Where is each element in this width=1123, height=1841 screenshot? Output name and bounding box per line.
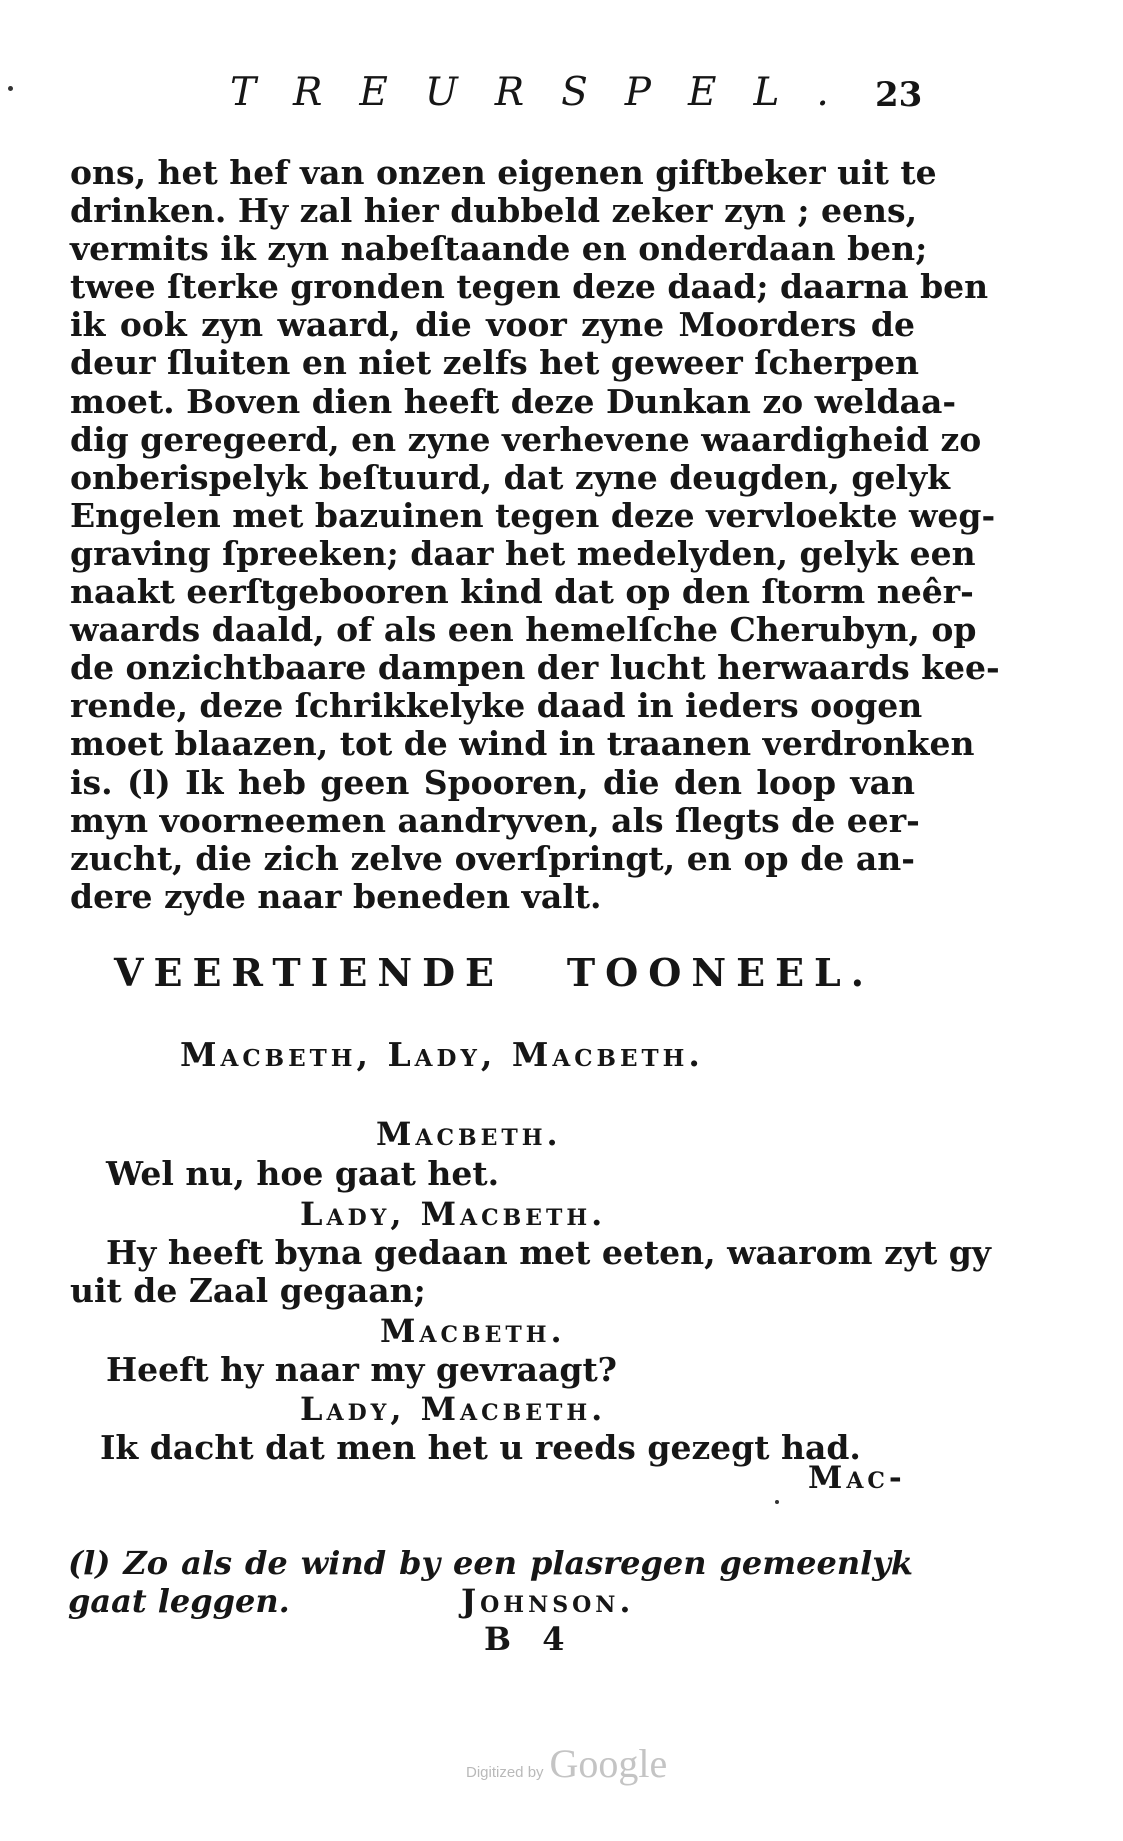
prose-line: deur ſluiten en niet zelfs het geweer ſcherpen — [70, 343, 919, 383]
prose-line: drinken. Hy zal hier dubbeld zeker zyn ; eens, — [70, 191, 918, 231]
prose-line: graving ſpreeken; daar het medelyden, gelyk een — [70, 533, 976, 573]
catchword: Mac- — [808, 1460, 906, 1496]
prose-line: dere zyde naar beneden valt. — [70, 876, 602, 916]
speech-line: Ik dacht dat men het u reeds gezegt had. — [100, 1428, 861, 1467]
prose-line: Engelen met bazuinen tegen deze vervloekte weg- — [70, 495, 996, 535]
footnote-author: Johnson. — [461, 1582, 635, 1620]
prose-paragraph — [70, 153, 1000, 916]
speaker-name: Macbeth. — [376, 1115, 562, 1153]
prose-line: twee ſterke gronden tegen deze daad; daarna ben — [70, 267, 989, 307]
speech-line: uit de Zaal gegaan; — [70, 1271, 426, 1310]
digitized-label: Digitized by — [466, 1764, 544, 1781]
page-number: 23 — [875, 75, 923, 115]
speech-line: Wel nu, hoe gaat het. — [106, 1154, 500, 1193]
digitized-watermark — [466, 1740, 667, 1784]
footnote-line: (l) Zo als de wind by een plasregen gemeenlyk — [68, 1544, 913, 1582]
signature-mark: B 4 — [484, 1620, 575, 1658]
footnote-line: gaat leggen. — [68, 1582, 290, 1620]
scene-cast: Macbeth, Lady, Macbeth. — [180, 1035, 704, 1074]
prose-line: ons, het hef van onzen eigenen giftbeker uit te — [70, 153, 937, 192]
prose-line: naakt eerſtgebooren kind dat op den ſtorm neêr- — [70, 572, 974, 612]
speaker-name: Lady, Macbeth. — [300, 1195, 607, 1233]
prose-line: rende, deze ſchrikkelyke daad in ieders oogen — [70, 686, 923, 726]
running-title: TREURSPEL. — [230, 70, 866, 115]
scene-heading: VEERTIENDE TOONEEL. — [114, 950, 874, 995]
prose-line: waards daald, of als een hemelſche Cherubyn, op — [70, 610, 977, 650]
prose-line: vermits ik zyn nabeſtaande en onderdaan ben; — [70, 229, 928, 269]
prose-line: onberispelyk beſtuurd, dat zyne deugden, gelyk — [70, 457, 951, 497]
prose-line: moet. Boven dien heeft deze Dunkan zo weldaa- — [70, 381, 957, 421]
ink-speck — [8, 86, 13, 91]
prose-line: moet blaazen, tot de wind in traanen verdronken — [70, 724, 975, 764]
google-logo: Google — [549, 1741, 668, 1786]
prose-line: is. (l) Ik heb geen Spooren, die den loop van — [70, 762, 915, 802]
footnote — [68, 1544, 913, 1620]
speaker-name: Lady, Macbeth. — [300, 1390, 607, 1428]
prose-line: dig geregeerd, en zyne verhevene waardigheid zo — [70, 419, 982, 459]
prose-line: de onzichtbaare dampen der lucht herwaards kee- — [70, 648, 1000, 688]
speech-line: Hy heeft byna gedaan met eeten, waarom zyt gy — [106, 1233, 991, 1272]
prose-line: myn voorneemen aandryven, als ſlegts de eer- — [70, 800, 920, 840]
speaker-name: Macbeth. — [380, 1312, 566, 1350]
prose-line: zucht, die zich zelve overſpringt, en op de an- — [70, 838, 915, 878]
speech-line: Heeft hy naar my gevraagt? — [106, 1350, 618, 1389]
ink-speck — [775, 1500, 779, 1504]
prose-line: ik ook zyn waard, die voor zyne Moorders de — [70, 305, 915, 345]
